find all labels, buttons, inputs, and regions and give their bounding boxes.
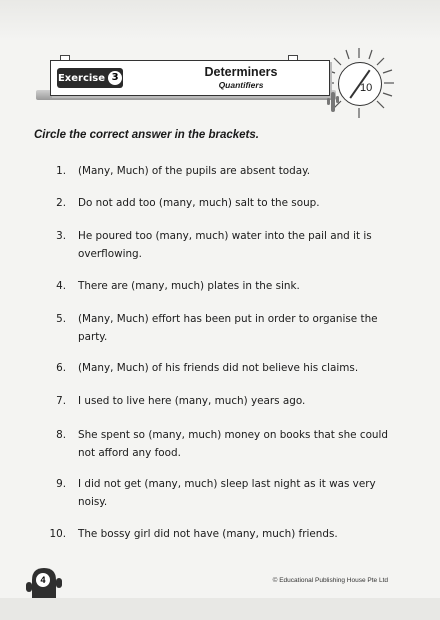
score-circle (338, 62, 382, 106)
question-text: He poured too (many, much) water into the pail and it is overflowing. (78, 230, 372, 260)
question-number: 8. (56, 429, 66, 441)
instruction-text: Circle the correct answer in the brackets. (34, 129, 259, 141)
question-text: She spent so (many, much) money on books that she could not afford any food. (78, 429, 388, 459)
question-text: I did not get (many, much) sleep last night as it was very noisy. (78, 478, 376, 508)
exercise-label: Exercise (57, 72, 106, 84)
bottom-decorative-band (0, 598, 440, 620)
question-text: (Many, Much) of his friends did not believe his claims. (78, 362, 359, 374)
question-text: There are (many, much) plates in the sink. (78, 280, 300, 292)
cactus-icon (326, 90, 340, 112)
page-subtitle: Quantifiers (218, 80, 264, 90)
question-text: Do not add too (many, much) salt to the soup. (78, 197, 320, 209)
question-number: 5. (56, 313, 66, 325)
question-number: 4. (56, 280, 66, 292)
page-title: Determiners (204, 65, 278, 79)
exercise-badge (57, 68, 123, 88)
question-number: 1. (56, 165, 66, 177)
question-text: The bossy girl did not have (many, much) friends. (78, 528, 338, 540)
question-number: 6. (56, 362, 66, 374)
copyright-notice: © Educational Publishing House Pte Ltd (272, 577, 388, 584)
question-text: (Many, Much) effort has been put in order to organise the party. (78, 313, 378, 343)
question-number: 10. (49, 528, 66, 540)
question-number: 7. (56, 395, 66, 407)
question-text: (Many, Much) of the pupils are absent today. (78, 165, 311, 177)
score-max: 10 (360, 82, 373, 94)
question-number: 9. (56, 478, 66, 490)
question-number: 2. (56, 197, 66, 209)
question-number: 3. (56, 230, 66, 242)
question-text: I used to live here (many, much) years ago. (78, 395, 306, 407)
page-number: 4 (36, 573, 50, 587)
exercise-banner (50, 60, 330, 96)
top-decorative-band (0, 0, 440, 40)
exercise-number: 3 (108, 71, 122, 85)
